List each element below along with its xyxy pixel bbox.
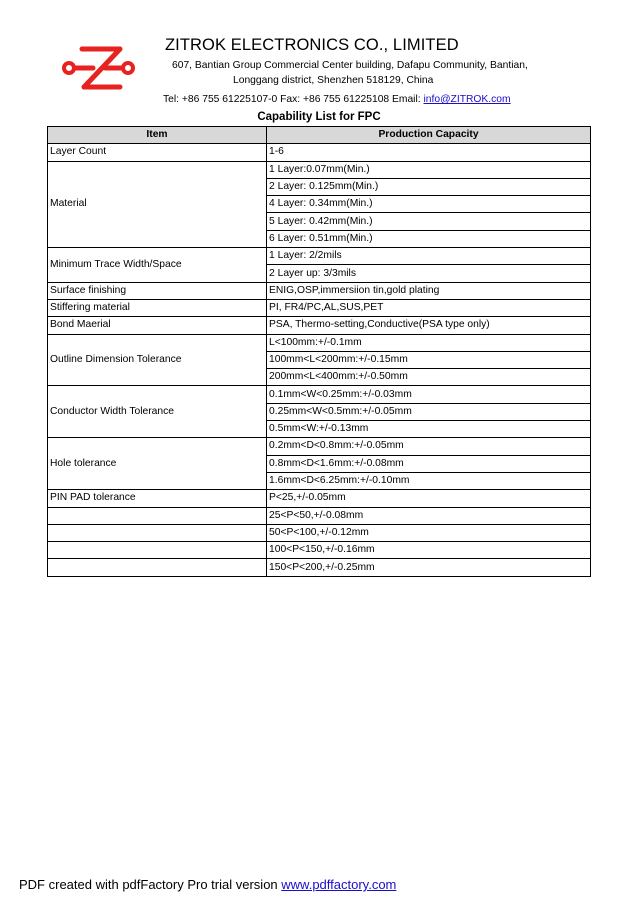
header-item: Item [48,127,267,144]
company-logo-icon [60,42,138,94]
item-cell [48,542,267,559]
item-cell: PIN PAD tolerance [48,490,267,507]
item-cell: Layer Count [48,144,267,161]
capacity-cell: 200mm<L<400mm:+/-0.50mm [267,369,591,386]
table-row [48,507,591,524]
capacity-cell: 0.1mm<W<0.25mm:+/-0.03mm [267,386,591,403]
item-cell [48,559,267,576]
table-row [48,386,591,403]
item-cell: Minimum Trace Width/Space [48,248,267,283]
table-row [48,438,591,455]
capacity-cell: 0.8mm<D<1.6mm:+/-0.08mm [267,455,591,472]
item-cell: Hole tolerance [48,438,267,490]
item-cell: Stiffering material [48,299,267,316]
table-row [48,334,591,351]
pdf-footer [19,877,396,892]
table-row [48,490,591,507]
item-cell: Surface finishing [48,282,267,299]
table-row [48,317,591,334]
capacity-cell: 1 Layer:0.07mm(Min.) [267,161,591,178]
item-cell [48,507,267,524]
item-cell: Conductor Width Tolerance [48,386,267,438]
table-row [48,282,591,299]
capacity-cell: 25<P<50,+/-0.08mm [267,507,591,524]
header-production-capacity: Production Capacity [267,127,591,144]
item-cell: Material [48,161,267,247]
contact-phone-fax: Tel: +86 755 61225107-0 Fax: +86 755 61225108 Email: [163,94,424,105]
table-row [48,144,591,161]
company-name: ZITROK ELECTRONICS CO., LIMITED [165,36,459,54]
email-link[interactable]: info@ZITROK.com [423,94,511,105]
capacity-cell: 4 Layer: 0.34mm(Min.) [267,196,591,213]
table-body [48,144,591,576]
capacity-cell: ENIG,OSP,immersiion tin,gold plating [267,282,591,299]
item-cell: Outline Dimension Tolerance [48,334,267,386]
capacity-cell: 0.25mm<W<0.5mm:+/-0.05mm [267,403,591,420]
capacity-cell: 1 Layer: 2/2mils [267,248,591,265]
capacity-cell: 2 Layer: 0.125mm(Min.) [267,178,591,195]
capacity-cell: 0.2mm<D<0.8mm:+/-0.05mm [267,438,591,455]
capacity-cell: 6 Layer: 0.51mm(Min.) [267,230,591,247]
capacity-cell: 2 Layer up: 3/3mils [267,265,591,282]
capacity-cell: 5 Layer: 0.42mm(Min.) [267,213,591,230]
capacity-cell: PI, FR4/PC,AL,SUS,PET [267,299,591,316]
capacity-cell: 1-6 [267,144,591,161]
footer-link[interactable]: www.pdffactory.com [281,877,397,892]
table-row [48,299,591,316]
capacity-cell: 100mm<L<200mm:+/-0.15mm [267,351,591,368]
address-line-1: 607, Bantian Group Commercial Center building, Dafapu Community, Bantian, [172,60,528,71]
capacity-cell: PSA, Thermo-setting,Conductive(PSA type only) [267,317,591,334]
item-cell: Bond Maerial [48,317,267,334]
capacity-cell: 1.6mm<D<6.25mm:+/-0.10mm [267,472,591,489]
table-header-row [48,127,591,144]
capacity-cell: P<25,+/-0.05mm [267,490,591,507]
contact-line [163,94,511,105]
table-row [48,524,591,541]
capacity-cell: 50<P<100,+/-0.12mm [267,524,591,541]
table-row [48,542,591,559]
table-row [48,161,591,178]
capability-table [47,126,591,577]
footer-text: PDF created with pdfFactory Pro trial version [19,877,282,892]
capacity-cell: L<100mm:+/-0.1mm [267,334,591,351]
capacity-cell: 100<P<150,+/-0.16mm [267,542,591,559]
table-row [48,248,591,265]
address-line-2: Longgang district, Shenzhen 518129, China [233,75,434,86]
capacity-cell: 150<P<200,+/-0.25mm [267,559,591,576]
capacity-cell: 0.5mm<W:+/-0.13mm [267,421,591,438]
item-cell [48,524,267,541]
table-row [48,559,591,576]
table-title: Capability List for FPC [257,111,381,123]
